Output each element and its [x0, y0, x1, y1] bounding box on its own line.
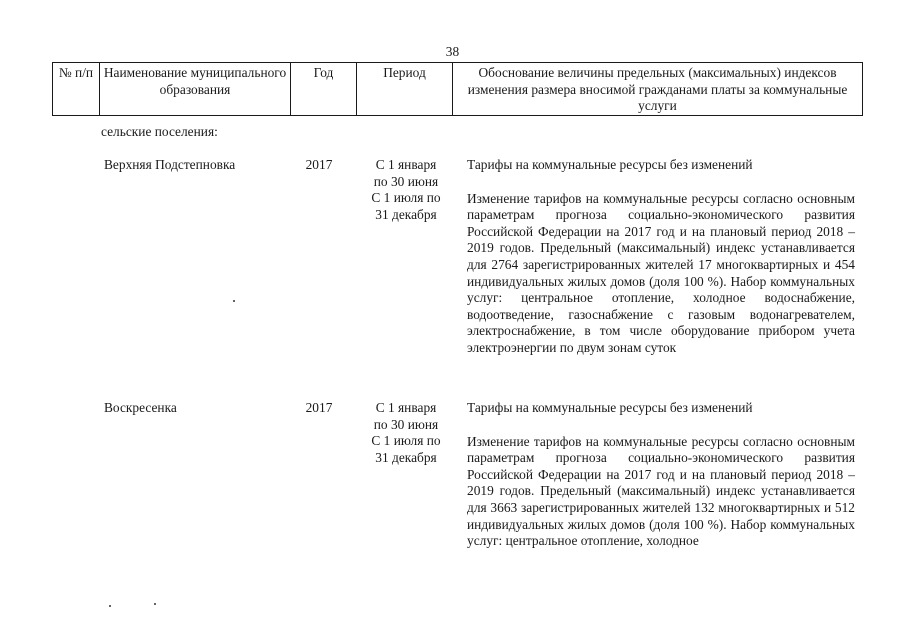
period-cell	[366, 157, 446, 223]
table-header	[52, 62, 863, 116]
municipality-name: Воскресенка	[104, 400, 177, 415]
period-second-half-line1: С 1 июля по	[371, 190, 441, 206]
scan-speck	[109, 605, 111, 607]
period-cell	[366, 400, 446, 466]
scan-speck	[233, 300, 235, 302]
justification-cell	[467, 157, 855, 357]
header-municipality: Наименование муниципального образования	[100, 63, 291, 116]
period-first-half-line1: С 1 января	[375, 157, 437, 172]
period-first-half-line1: С 1 января	[375, 400, 437, 415]
header-justification: Обоснование величины предельных (максимальных) индексов изменения размера вносимой гражданами платы за коммунальные услуги	[453, 63, 863, 116]
scan-speck	[154, 603, 156, 605]
justification-cell	[467, 400, 855, 550]
justification-first-half: Тарифы на коммунальные ресурсы без изменений	[467, 400, 753, 415]
header-period: Период	[357, 63, 453, 116]
justification-second-half: Изменение тарифов на коммунальные ресурсы согласно основным параметрам прогноза социально-экономического развития Российской Федерации на 2017 год и на плановый период 2018 – 2019 годов. Предельный (максимальный) индекс устанавливается для 2764 зарегистрированных жителей 17 многоквартирных и 454 индивидуальных жилых домов (доля 100 %). Набор коммунальных услуг: центральное отопление, холодное водоснабжение, водоотведение, газоснабжение с газовым водонагревателем, электроснабжение, в том числе оборудование прибором учета электроэнергии по двум зонам суток	[467, 190, 855, 355]
period-first-half-line2: по 30 июня	[373, 416, 439, 432]
period-second-half-line2: 31 декабря	[375, 206, 437, 222]
header-number: № п/п	[53, 63, 100, 116]
year-cell: 2017	[305, 157, 333, 172]
page-number: 38	[445, 44, 460, 59]
year-cell: 2017	[305, 400, 333, 415]
period-second-half-line1: С 1 июля по	[371, 433, 441, 449]
justification-second-half: Изменение тарифов на коммунальные ресурсы согласно основным параметрам прогноза социально-экономического развития Российской Федерации на 2017 год и на плановый период 2018 – 2019 годов. Предельный (максимальный) индекс устанавливается для 3663 зарегистрированных жителей 132 многоквартирных и 512 индивидуальных жилых домов (доля 100 %). Набор коммунальных услуг: центральное отопление, холодное	[467, 433, 855, 549]
section-label: сельские поселения:	[101, 124, 218, 139]
municipality-name: Верхняя Подстепновка	[104, 157, 236, 172]
period-first-half-line2: по 30 июня	[373, 173, 439, 189]
justification-first-half: Тарифы на коммунальные ресурсы без изменений	[467, 157, 753, 172]
header-year: Год	[291, 63, 357, 116]
header-row	[53, 63, 863, 116]
period-second-half-line2: 31 декабря	[375, 449, 437, 465]
